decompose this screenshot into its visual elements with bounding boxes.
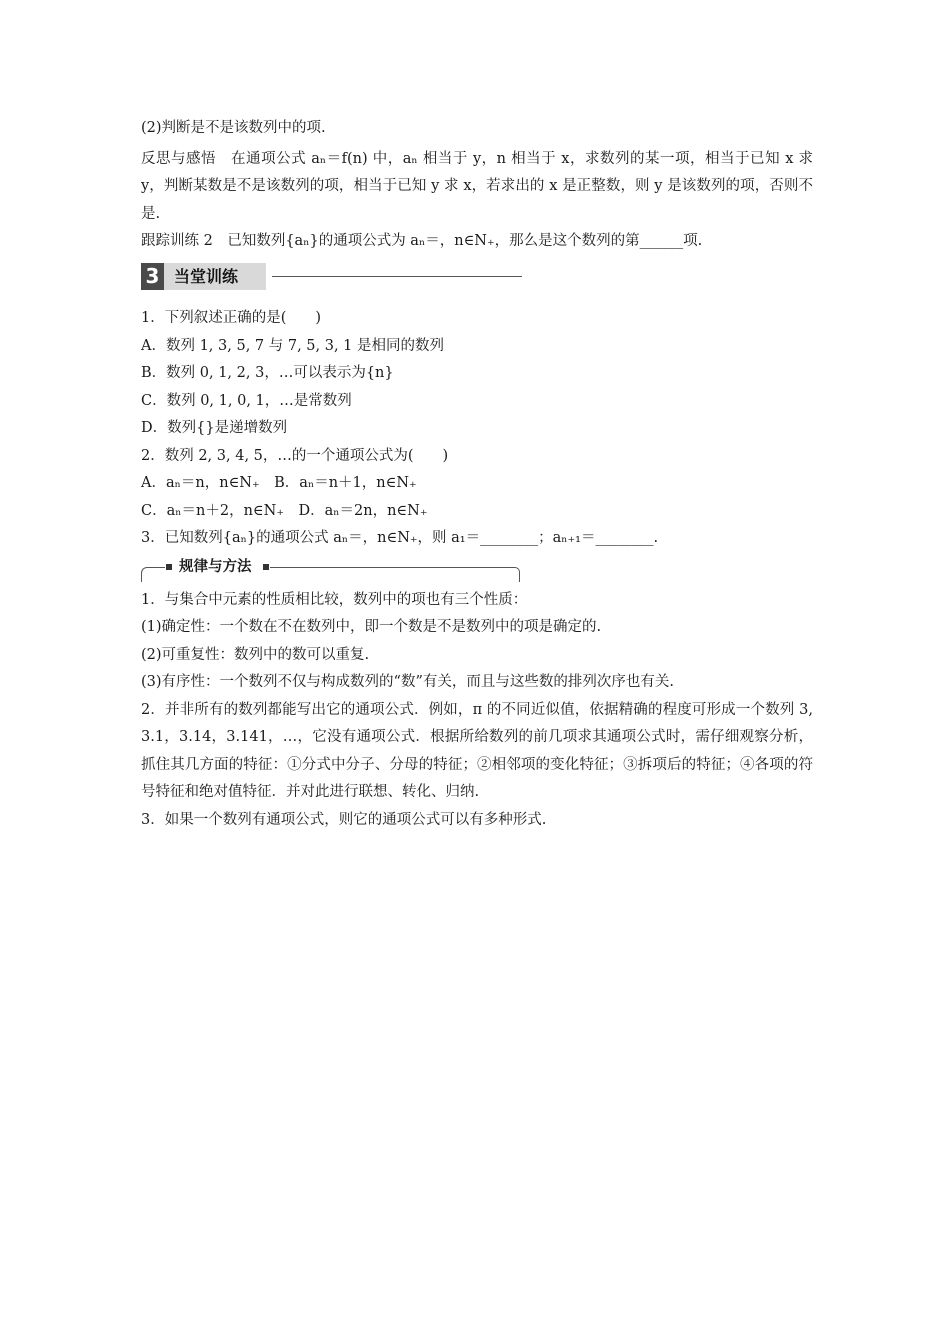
document-page xyxy=(141,118,813,834)
method-item-3: 3．如果一个数列有通项公式，则它的通项公式可以有多种形式. xyxy=(141,811,547,828)
box-corner-left xyxy=(141,567,152,582)
method-item-1-3: (3)有序性：一个数列不仅与构成数列的“数”有关，而且与这些数的排列次序也有关. xyxy=(141,674,674,690)
reflection-paragraph: 反思与感悟 在通项公式 aₙ＝f(n) 中，aₙ 相当于 y，n 相当于 x，求数列的某一项，相当于已知 x 求 y，判断某数是不是该数列的项，相当于已知 y 求 x，若求出的 x 是正整数，则 y 是该数列的项，否则不是. xyxy=(141,150,813,222)
method-item-1: 1．与集合中元素的性质相比较，数列中的项也有三个性质： xyxy=(141,591,528,608)
question-1-option-c: C．数列 0, 1, 0, 1，…是常数列 xyxy=(141,392,352,409)
question-1: 1．下列叙述正确的是( ) xyxy=(141,310,322,326)
question-1-option-a: A．数列 1, 3, 5, 7 与 7, 5, 3, 1 是相同的数列 xyxy=(141,337,445,354)
subpart-2-text: (2)判断是不是该数列中的项. xyxy=(141,120,326,136)
section-header-classroom-practice xyxy=(141,263,813,293)
method-item-2: 2．并非所有的数列都能写出它的通项公式．例如，π 的不同近似值，依据精确的程度可形成一个数列 3, 3.1，3.14，3.141，…，它没有通项公式．根据所给数列的前几项求其通项公式时，需仔细观察分析，抓住其几方面的特征：①分式中分子、分母的特征；②相邻项的变化特征；③拆项后的特征；④各项的符号特征和绝对值特征．并对此进行联想、转化、归纳. xyxy=(141,701,813,800)
method-title: 规律与方法 xyxy=(179,558,252,575)
box-line-right xyxy=(270,567,515,568)
question-2: 2．数列 2, 3, 4, 5，…的一个通项公式为( ) xyxy=(141,447,449,464)
section-divider-line xyxy=(272,276,522,277)
method-item-1-2: (2)可重复性：数列中的数可以重复. xyxy=(141,646,370,663)
question-1-option-b: B．数列 0, 1, 2, 3，…可以表示为{n} xyxy=(141,365,394,381)
method-item-1-1: (1)确定性：一个数在不在数列中，即一个数是不是数列中的项是确定的. xyxy=(141,619,602,635)
section-number-badge: 3 xyxy=(141,263,164,290)
question-2-options-ab: A．aₙ＝n，n∈N₊ B．aₙ＝n＋1，n∈N₊ xyxy=(141,475,417,491)
section-title: 当堂训练 xyxy=(164,263,266,290)
tracking-exercise-2: 跟踪训练 2 已知数列{aₙ}的通项公式为 aₙ＝，n∈N₊，那么是这个数列的第______项. xyxy=(141,233,703,249)
question-1-option-d: D．数列{}是递增数列 xyxy=(141,420,288,436)
question-2-options-cd: C．aₙ＝n＋2，n∈N₊ D．aₙ＝2n，n∈N₊ xyxy=(141,502,428,519)
square-bullet-icon xyxy=(166,564,172,570)
box-corner-right xyxy=(515,567,520,582)
square-bullet-icon xyxy=(263,564,269,570)
question-3: 3．已知数列{aₙ}的通项公式 aₙ＝，n∈N₊，则 a₁＝________；aₙ₊₁＝________. xyxy=(141,530,659,546)
method-box-header xyxy=(141,557,813,581)
box-line-left xyxy=(151,567,165,568)
